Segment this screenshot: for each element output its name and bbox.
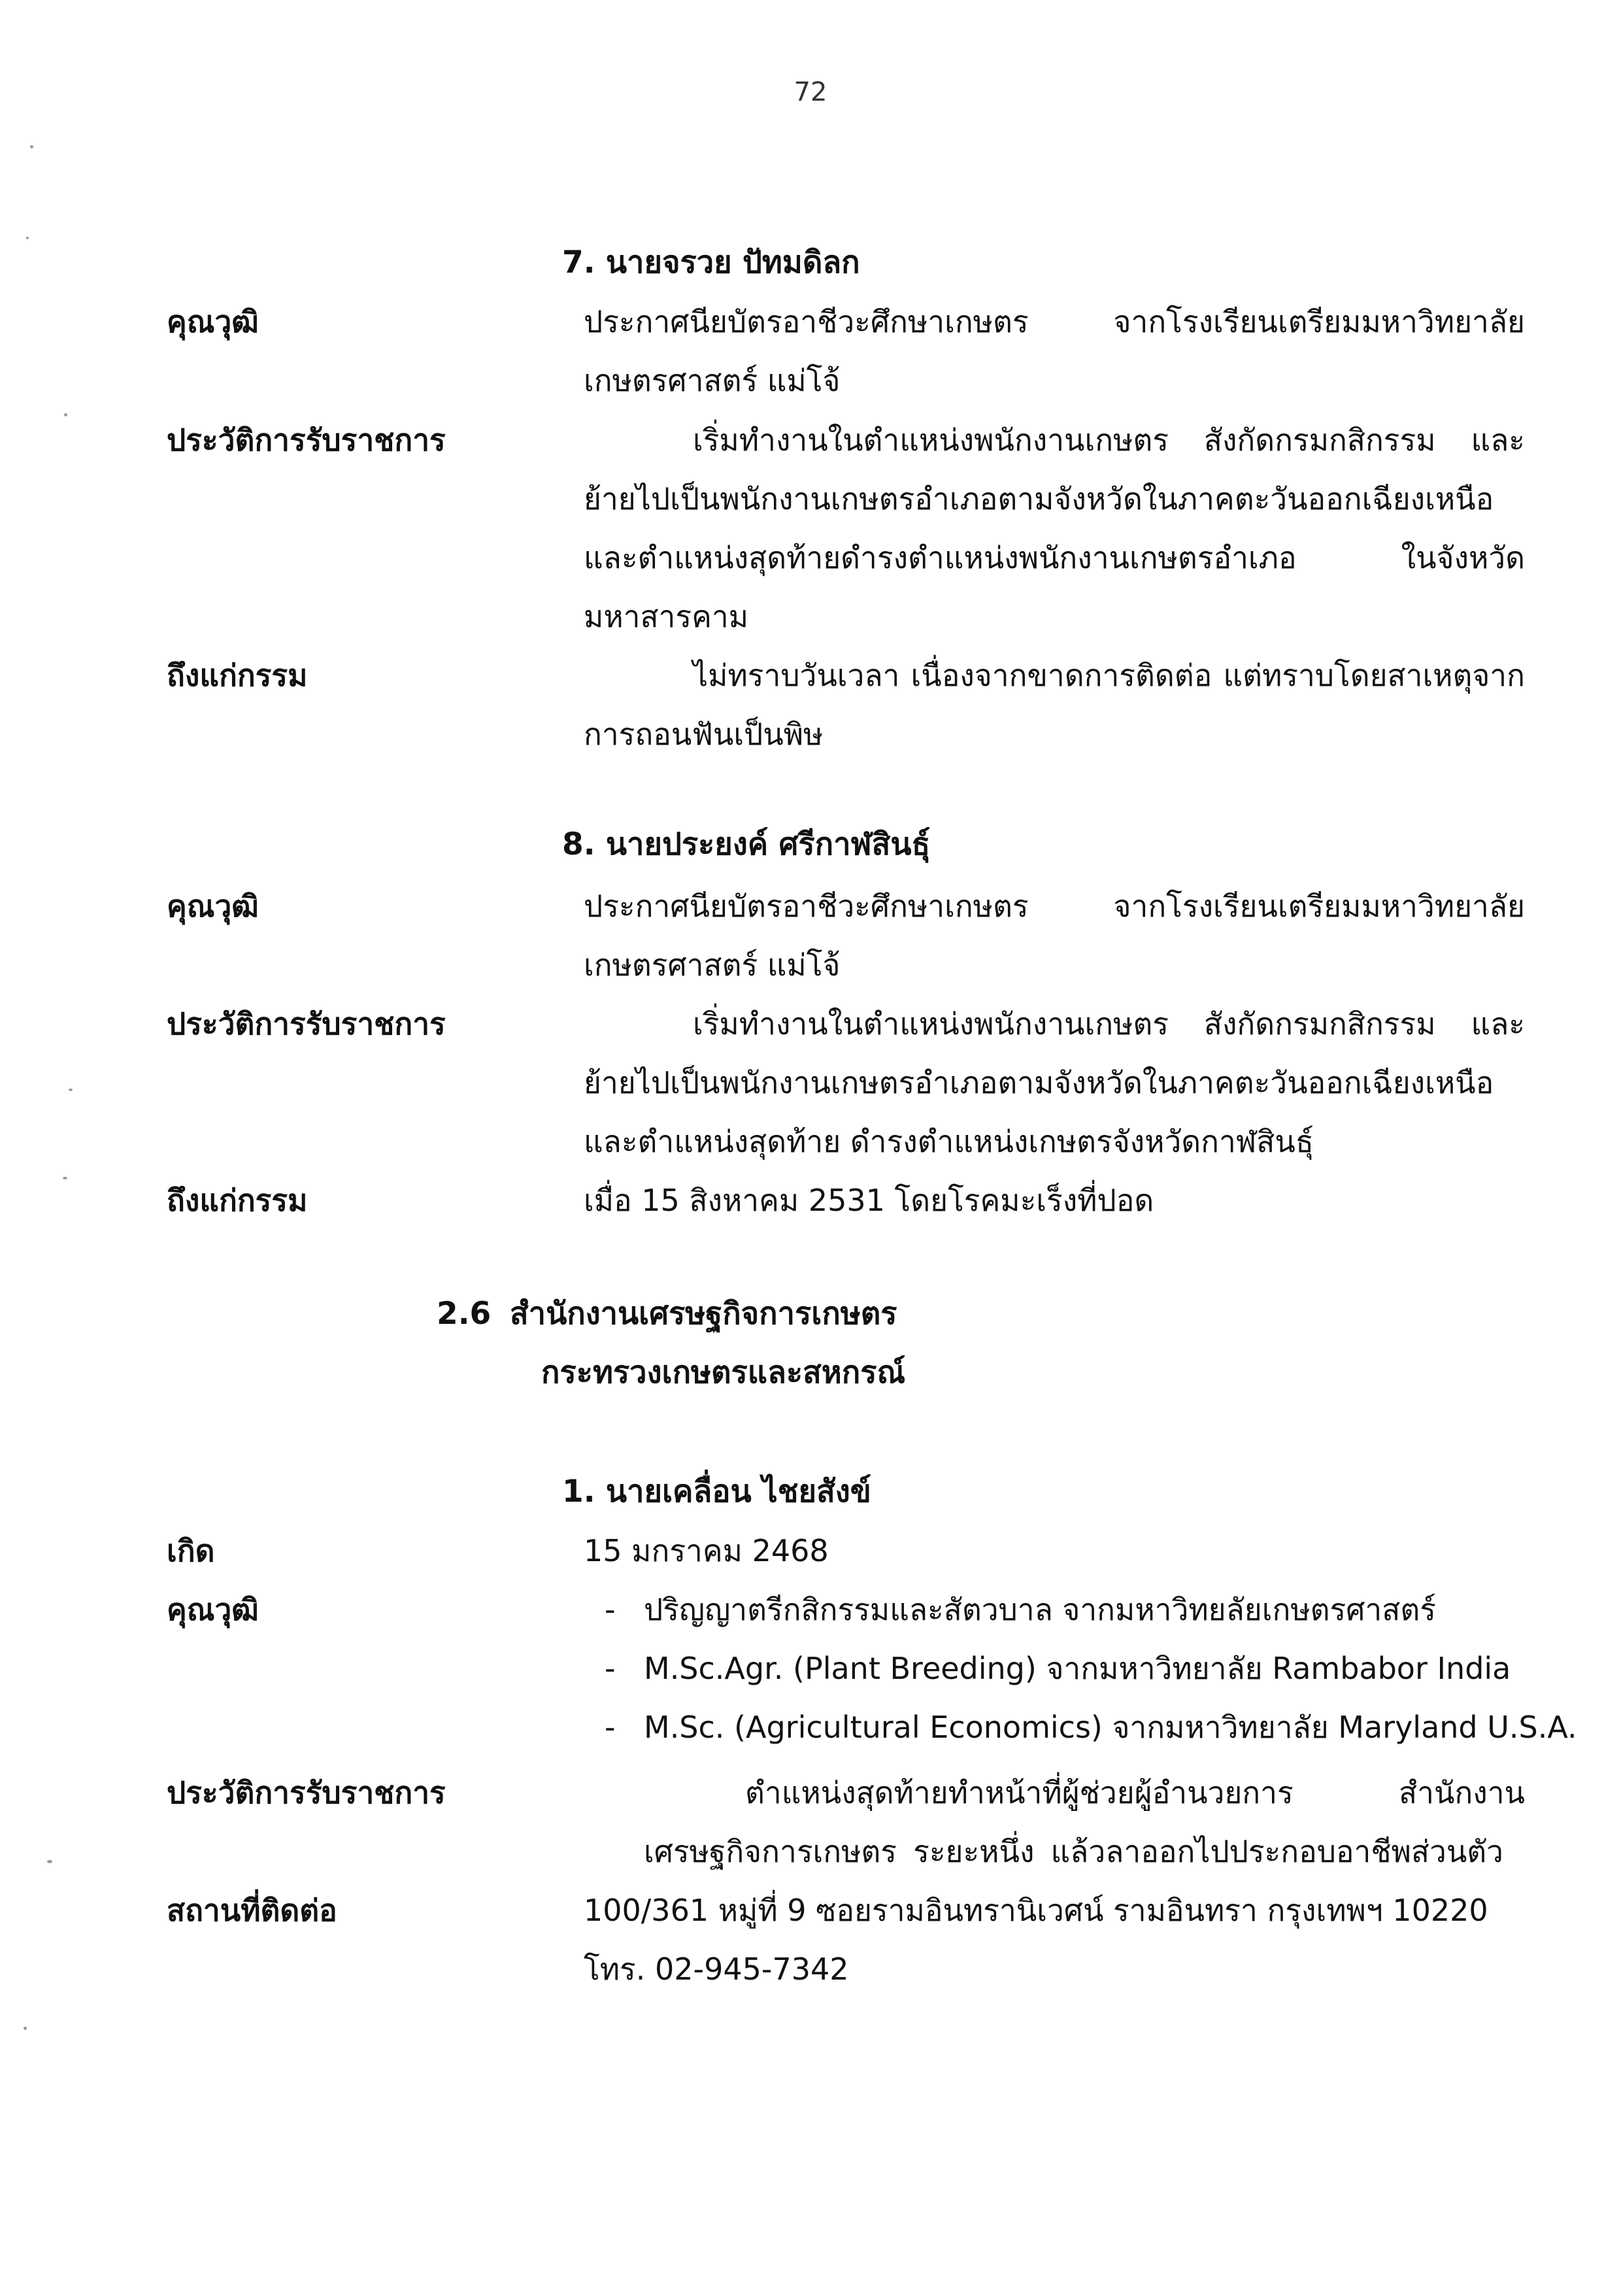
list-item: M.Sc.Agr. (Plant Breeding) จากมหาวิทยาลัย Rambabor India [644,1651,1511,1686]
career-line: ตำแหน่งสุดท้ายทำหน้าที่ผู้ช่วยผู้อำนวยการ สำนักงาน [745,1775,1525,1810]
qualification-label: คุณวุฒิ [167,888,259,924]
death-line: การถอนฟันเป็นพิษ [584,717,824,752]
qualification-label: คุณวุฒิ [167,1592,259,1627]
qualification-line: ประกาศนียบัตรอาชีวะศึกษาเกษตร จากโรงเรียนเตรียมมหาวิทยาลัย [584,888,1525,924]
scan-speck [47,1860,52,1863]
career-line: เศรษฐกิจการเกษตร ระยะหนึ่ง แล้วลาออกไปประกอบอาชีพส่วนตัว [644,1834,1503,1869]
list-item: ปริญญาตรีกสิกรรมและสัตวบาล จากมหาวิทยลัยเกษตรศาสตร์ [644,1592,1436,1627]
list-item: M.Sc. (Agricultural Economics) จากมหาวิทยาลัย Maryland U.S.A. [644,1710,1577,1745]
qualification-label: คุณวุฒิ [167,304,259,339]
entry-heading: 1. นายเคลื่อน ไชยสังข์ [562,1474,871,1510]
list-bullet: - [605,1710,616,1745]
section-subtitle: กระทรวงเกษตรและสหกรณ์ [541,1355,906,1391]
scan-speck [69,1089,73,1091]
death-label: ถึงแก่กรรม [167,1183,308,1218]
death-label: ถึงแก่กรรม [167,658,308,693]
born-value: 15 มกราคม 2468 [584,1533,829,1568]
list-bullet: - [605,1651,616,1686]
section-number: 2.6 [437,1296,492,1332]
career-label: ประวัติการรับราชการ [167,422,446,458]
qualification-line: เกษตรศาสตร์ แม่โจ้ [584,947,841,983]
scan-speck [26,237,29,239]
list-bullet: - [605,1592,616,1627]
career-label: ประวัติการรับราชการ [167,1775,446,1810]
scan-speck [64,413,67,416]
born-label: เกิด [167,1533,215,1568]
scan-speck [30,145,33,148]
qualification-line: ประกาศนียบัตรอาชีวะศึกษาเกษตร จากโรงเรียนเตรียมมหาวิทยาลัย [584,304,1525,339]
scan-speck [63,1177,67,1179]
qualification-line: เกษตรศาสตร์ แม่โจ้ [584,363,841,398]
career-line: และตำแหน่งสุดท้าย ดำรงตำแหน่งเกษตรจังหวัดกาฬสินธุ์ [584,1124,1314,1159]
scan-speck [24,2027,27,2030]
contact-label: สถานที่ติดต่อ [167,1893,337,1928]
career-line: เริ่มทำงานในตำแหน่งพนักงานเกษตร สังกัดกรมกสิกรรม และ [693,1006,1525,1041]
career-line: ย้ายไปเป็นพนักงานเกษตรอำเภอตามจังหวัดในภาคตะวันออกเฉียงเหนือ [584,481,1494,516]
career-line: มหาสารคาม [584,599,749,634]
death-line: เมื่อ 15 สิงหาคม 2531 โดยโรคมะเร็งที่ปอด [584,1183,1154,1218]
entry-heading: 7. นายจรวย ปัทมดิลก [562,245,860,280]
career-line: เริ่มทำงานในตำแหน่งพนักงานเกษตร สังกัดกรมกสิกรรม และ [693,422,1525,458]
career-line: ย้ายไปเป็นพนักงานเกษตรอำเภอตามจังหวัดในภาคตะวันออกเฉียงเหนือ [584,1065,1494,1100]
contact-line: 100/361 หมู่ที่ 9 ซอยรามอินทรานิเวศน์ รามอินทรา กรุงเทพฯ 10220 [584,1893,1488,1928]
death-line: ไม่ทราบวันเวลา เนื่องจากขาดการติดต่อ แต่ทราบโดยสาเหตุจาก [693,658,1525,693]
career-label: ประวัติการรับราชการ [167,1006,446,1041]
page-number: 72 [794,77,827,107]
career-line: และตำแหน่งสุดท้ายดำรงตำแหน่งพนักงานเกษตรอำเภอ ในจังหวัด [584,540,1525,575]
section-title: สำนักงานเศรษฐกิจการเกษตร [510,1296,897,1332]
contact-line: โทร. 02-945-7342 [584,1951,849,1987]
entry-heading: 8. นายประยงค์ ศรีกาฬสินธุ์ [562,826,931,862]
